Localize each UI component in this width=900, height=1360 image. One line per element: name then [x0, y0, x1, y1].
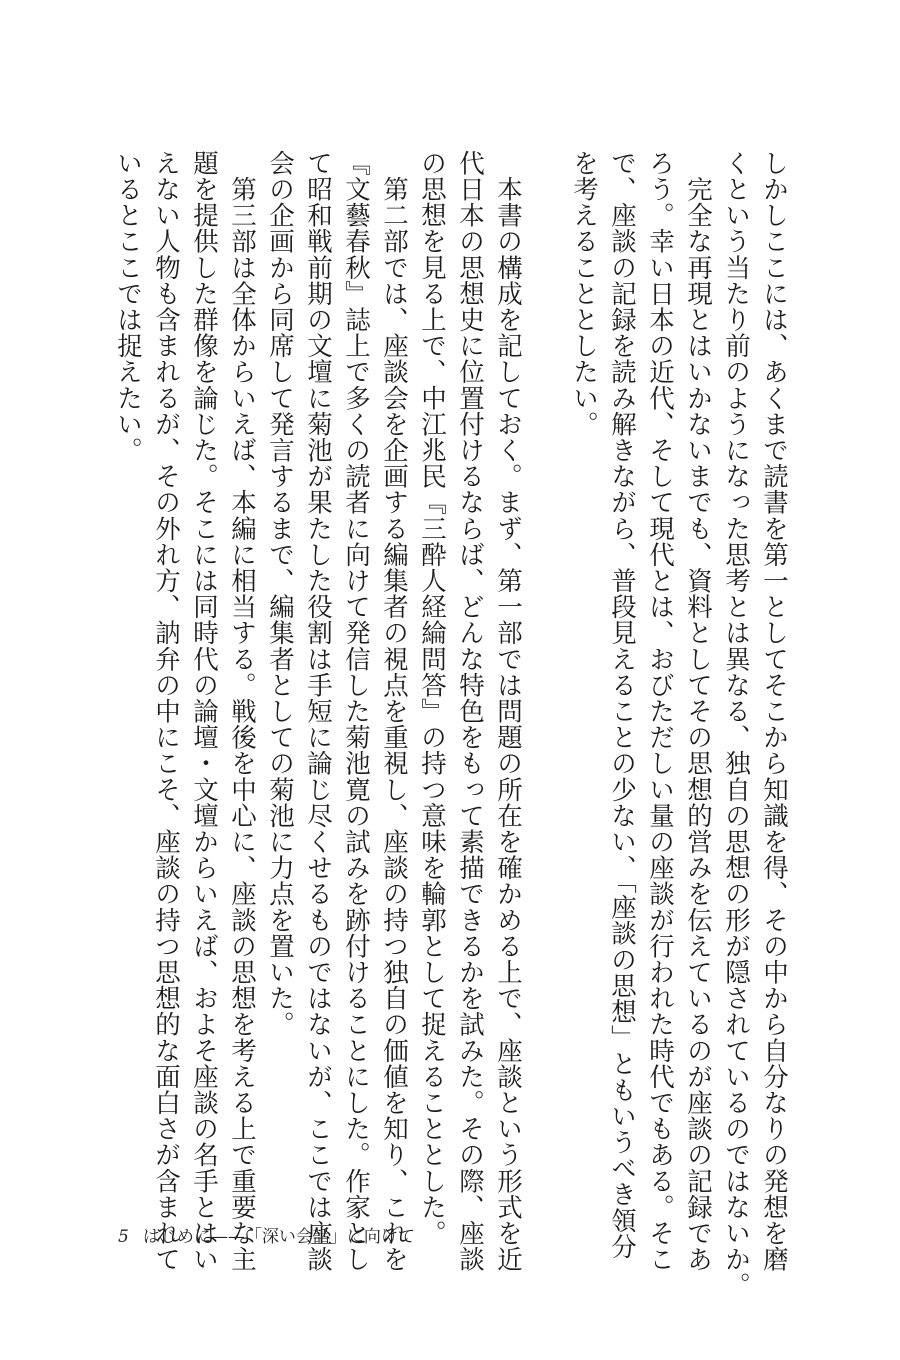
- text-column-5: で、座談の記録を読み解きながら、普段見えることの少ない、「座談の思想」ともいうべき領分: [607, 150, 637, 1260]
- text-column-6: を考えることとしたい。: [569, 150, 599, 438]
- text-column-16: 題を提供した群像を論じた。そこには同時代の論壇・文壇からいえば、およそ座談の名手とはい: [189, 150, 219, 1273]
- text-column-3: 完全な再現とはいかないまでも、資料としてその思想的営みを伝えているのが座談の記録であ: [683, 150, 713, 1273]
- page-number: 5: [118, 1227, 129, 1247]
- text-column-12: 『文藝春秋』誌上で多くの読者に向けて発信した菊池寛の試みを跡付けることにした。作家とし: [341, 150, 371, 1273]
- text-column-10: の思想を見る上で、中江兆民『三酔人経綸問答』の持つ意味を輪郭として捉えることとした。: [417, 150, 447, 1247]
- running-title: はじめに——「深い会話」に向けて: [142, 1227, 415, 1247]
- text-column-8: 本書の構成を記しておく。まず、第一部では問題の所在を確かめる上で、座談という形式を近: [493, 150, 523, 1273]
- text-column-2: くという当たり前のようになった思考とは異なる、独自の思想の形が隠されているのではないか。: [721, 150, 751, 1299]
- text-column-17: えない人物も含まれるが、その外れ方、訥弁の中にこそ、座談の持つ思想的な面白さが含まれて: [151, 150, 181, 1273]
- text-column-13: て昭和戦前期の文壇に菊池が果たした役割は手短に論じ尽くせるものではないが、ここでは座談: [303, 150, 333, 1273]
- text-column-11: 第二部では、座談会を企画する編集者の視点を重視し、座談の持つ独自の価値を知り、これを: [379, 150, 409, 1273]
- text-column-4: ろう。幸い日本の近代、そして現代とは、おびただしい量の座談が行われた時代でもある。そこ: [645, 150, 675, 1273]
- text-column-1: しかしここには、あくまで読書を第一としてそこから知識を得、その中から自分なりの発想を磨: [759, 150, 789, 1273]
- text-column-15: 第三部は全体からいえば、本編に相当する。戦後を中心に、座談の思想を考える上で重要な主: [227, 150, 257, 1273]
- text-column-9: 代日本の思想史に位置付けるならば、どんな特色をもって素描できるかを試みた。その際、座談: [455, 150, 485, 1273]
- page-footer: [118, 1222, 415, 1247]
- text-column-18: いるとここでは捉えたい。: [113, 150, 143, 464]
- text-column-14: 会の企画から同席して発言するまで、編集者としての菊池に力点を置いた。: [265, 150, 295, 1038]
